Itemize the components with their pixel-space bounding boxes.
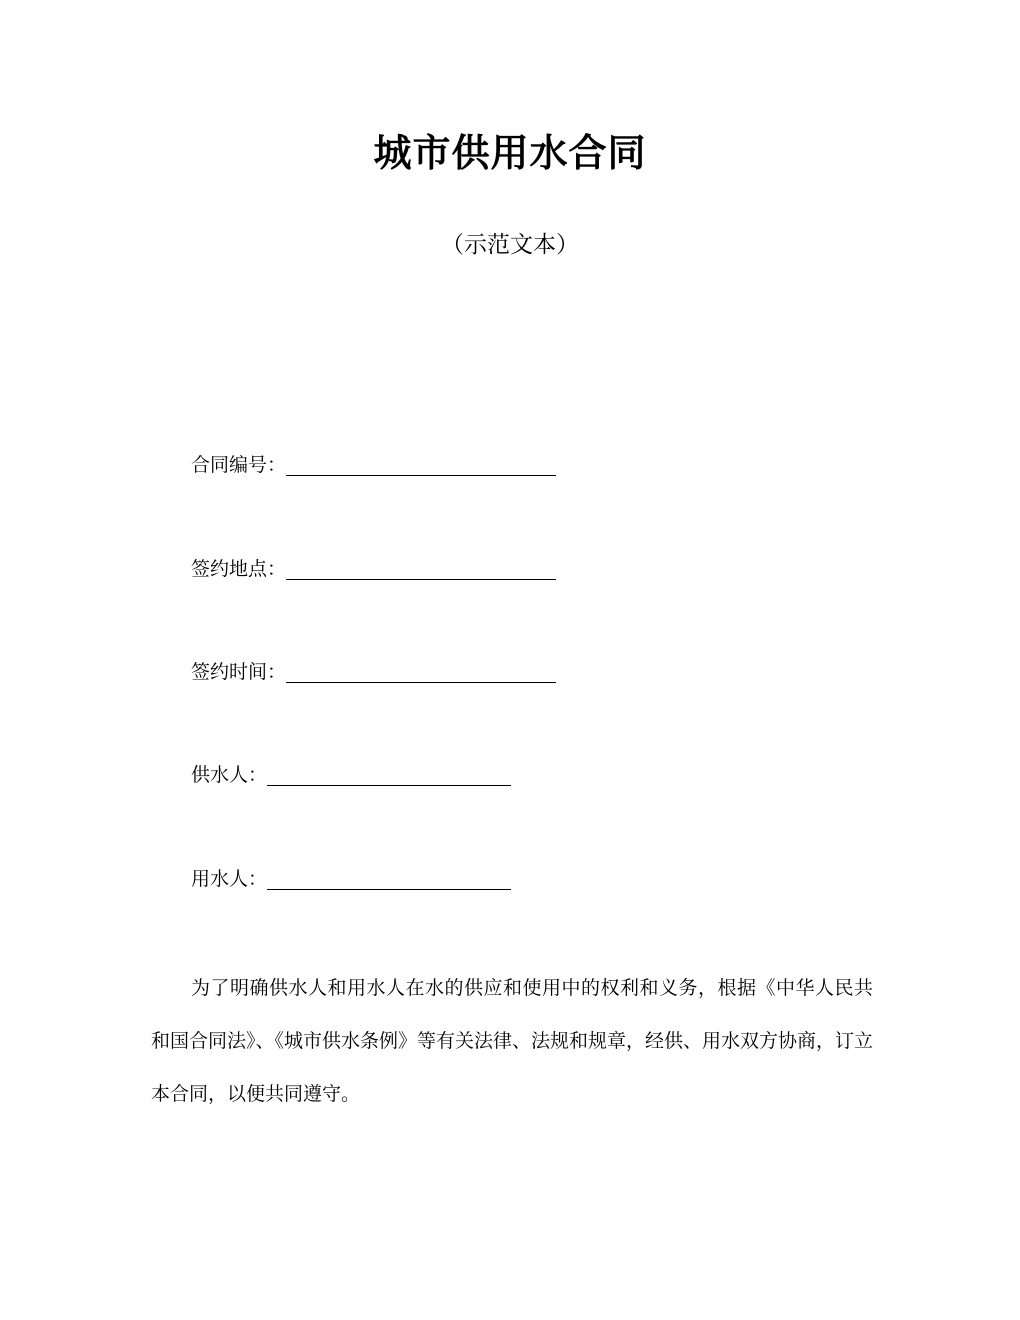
signing-place-blank[interactable]	[286, 559, 556, 580]
signing-time-blank[interactable]	[286, 662, 556, 683]
water-user-blank[interactable]	[267, 869, 511, 890]
signing-time-field	[191, 655, 556, 683]
signing-place-label: 签约地点：	[191, 558, 287, 580]
contract-number-label: 合同编号：	[191, 454, 287, 476]
preamble-paragraph: 为了明确供水人和用水人在水的供应和使用中的权利和义务，根据《中华人民共和国合同法》、《城市供水条例》等有关法律、法规和规章，经供、用水双方协商，订立本合同，以便共同遵守。	[151, 977, 874, 1105]
water-supplier-field	[191, 758, 511, 786]
water-user-field	[191, 862, 511, 890]
signing-time-label: 签约时间：	[191, 661, 287, 683]
water-user-label: 用水人：	[191, 868, 268, 890]
water-supplier-blank[interactable]	[267, 765, 511, 786]
contract-number-blank[interactable]	[286, 455, 556, 476]
document-subtitle: （示范文本）	[441, 232, 579, 258]
document-title: 城市供用水合同	[373, 131, 647, 175]
contract-number-field	[191, 448, 556, 476]
water-supplier-label: 供水人：	[191, 764, 268, 786]
signing-place-field	[191, 552, 556, 580]
